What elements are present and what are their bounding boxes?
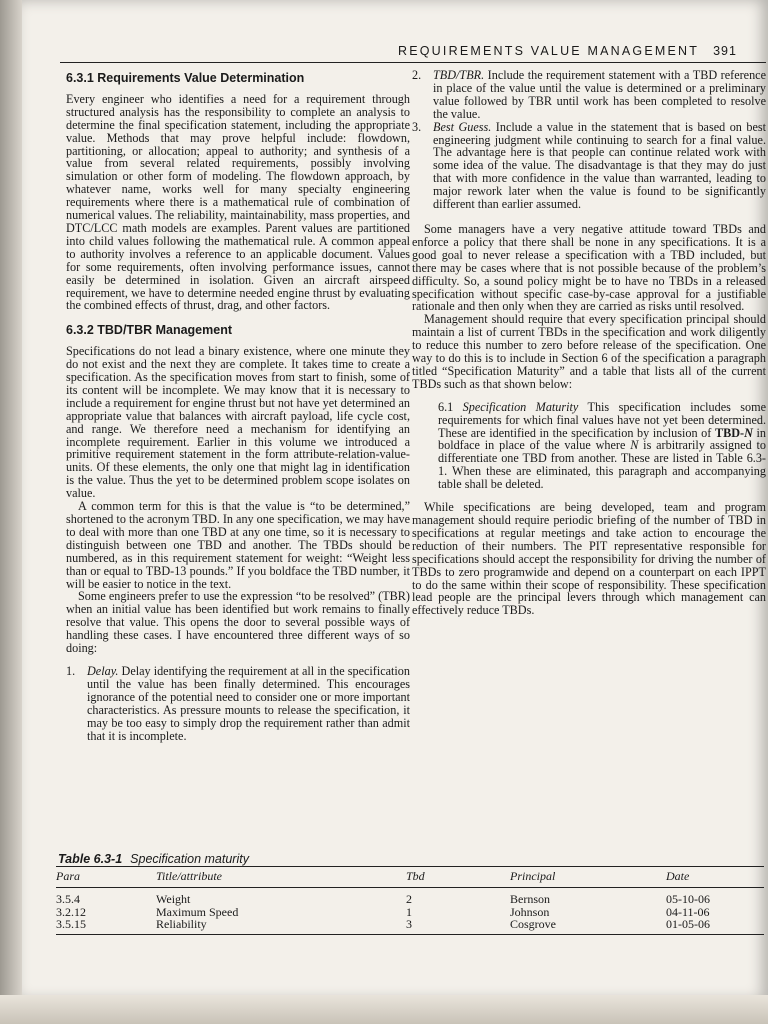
page-number: 391 bbox=[713, 44, 737, 58]
section-632-paragraph-3: Some engineers prefer to use the expression “to be resolved” (TBR) when an initial value has been identified but work remains to finally resolve that value. This opens the door to several possible ways of handling these cases. I have encountered three different ways of so doing: bbox=[66, 589, 410, 656]
column-header: Principal bbox=[510, 867, 666, 888]
running-head-title: REQUIREMENTS VALUE MANAGEMENT bbox=[398, 44, 700, 58]
table-row: 3.5.4 Weight 2 Bernson 05-10-06 bbox=[56, 892, 710, 906]
column-header: Date bbox=[666, 867, 764, 888]
table-row: 3.2.12 Maximum Speed 1 Johnson 04-11-06 bbox=[56, 904, 710, 919]
specification-maturity-table bbox=[56, 866, 764, 935]
list-item: 2. TBD/TBR. Include the requirement statement with a TBD reference in place of the value until the value is determined or a preliminary value followed by TBR until work has been completed to resolve the value. bbox=[412, 68, 766, 121]
section-heading-632: 6.3.2 TBD/TBR Management bbox=[66, 323, 233, 338]
section-632-paragraph-2: A common term for this is that the value is “to be determined,” shortened to the acronym TBD. In any one specification, we may have to deal with more than one TBD at any one time, so it is necessary to distinguish between one TBD and another. The TBDs should be numbered, as in this requirement statement for weight: “Weight less than or equal to TBD-13 pounds.” If you boldface the TBD number, it will be easier to notice in the text. bbox=[66, 499, 410, 591]
right-paragraph-2: Management should require that every specification principal should maintain a list of current TBDs in the specification and work diligently to reduce this number to zero before release of the specification. One way to do this is to include in Section 6 of the specification a paragraph titled “Specification Maturity” and a table that lists all of the current TBDs such as that shown below: bbox=[412, 312, 766, 391]
table-row: 3.5.15 Reliability 3 Cosgrove 01-05-06 bbox=[56, 918, 764, 934]
page-bottom-edge bbox=[0, 995, 768, 1024]
specification-maturity-excerpt: 6.1 Specification Maturity This specification includes some requirements for which final values have not yet been determined. These are identified in the specification by inclusion of TBD-N in boldface in place of the value where N is arbitrarily assigned to differentiate one TBD from another. These are listed in Table 6.3-1. When these are eliminated, this paragraph and accompanying table shall be deleted. bbox=[438, 399, 766, 492]
book-gutter bbox=[0, 0, 22, 1024]
column-header: Tbd bbox=[406, 867, 510, 888]
list-item: 3. Best Guess. Include a value in the statement that is based on best engineering judgment while continuing to search for a final value. The advantage here is that people can continue related work with some idea of the value. The disadvantage is that they may do just that with more confidence in the value than warranted, leading to major rework later when the value is found to be significantly different than earlier assumed. bbox=[412, 119, 766, 212]
table-caption: Table 6.3-1 Specification maturity bbox=[58, 852, 249, 866]
header-rule bbox=[60, 62, 766, 63]
right-column bbox=[412, 68, 766, 618]
running-head bbox=[398, 44, 737, 58]
right-paragraph-3: While specifications are being developed, team and program management should require periodic briefing of the number of TBD in specifications at regular meetings and take action to encourage the reduction of their numbers. The PIT representative responsible for specifications should accept the responsibility for driving the number of TBDs to zero programwide and depend on a counterpart on each IPPT to do the same within their scope of responsibility. These specification lead people are the principal levers through which management can effectively reduce TBDs. bbox=[412, 500, 766, 618]
column-header: Title/attribute bbox=[156, 867, 406, 888]
table-header-row bbox=[56, 867, 764, 888]
handling-list-continued bbox=[412, 69, 766, 211]
section-632-paragraph-1: Specifications do not lead a binary existence, where one minute they do not exist and the next they are complete. It takes time to create a specification. As the specification moves from start to finish, some of its content will be incomplete. We may know that it is necessary to include a requirement for engine thrust but not have yet determined an appropriate value that balances with aircraft payload, life cycle cost, and range. We therefore need a mechanism for identifying an incomplete requirement. Earlier in this volume we introduced a primitive requirement statement in the form attribute-relation-value-units. Of these elements, the only one that might lag in identification is the value. Thus the yet to be determined problem scope isolates on value. bbox=[66, 344, 410, 501]
section-heading-631: 6.3.1 Requirements Value Determination bbox=[66, 71, 305, 85]
column-header: Para bbox=[56, 867, 156, 888]
list-item: 1. Delay. Delay identifying the requirement at all in the specification until the value has been finally determined. This encourages ignorance of the potential need to consider one or more important characteristics. As pressure mounts to release the specification, it may be too easy to simply drop the requirement rather than admit that it is incomplete. bbox=[66, 663, 410, 743]
right-paragraph-1: Some managers have a very negative attitude toward TBDs and enforce a policy that there shall be none in any specifications. It is a good goal to never release a specification with a TBD included, but there may be cases where that is not possible because of the problem’s difficulty. So, a sound policy might be to have no TBDs in a released specification without specific case-by-case approval for a justifiable rationale and then only when they are carried as risks until resolved. bbox=[412, 221, 766, 314]
left-column bbox=[66, 72, 410, 742]
handling-list bbox=[66, 665, 410, 742]
section-631-paragraph: Every engineer who identifies a need for a requirement through structured analysis has the responsibility to complete an analysis to determine the final specification statement, including the appropriate value. Methods that may prove helpful include: flowdown, partitioning, or allocation; appeal to authority; and synthesis of a value from several related requirements, possibly involving simulation or other form of modeling. The flowdown approach, by whatever name, works well for many specialty engineering requirements where there is a mathematical rule of combination of numerical values. The reliability, maintainability, mass properties, and DTC/LCC math models are examples. Parent values are partitioned into child values following the mathematical rule. A common appeal to authority involves a reference to an applicable document. Values for some requirements, often involving performance issues, cannot easily be determined in isolation. Given an aircraft airspeed requirement, we have to determine needed engine thrust by evaluating the combined effects of thrust, drag, and other factors. bbox=[66, 91, 410, 313]
